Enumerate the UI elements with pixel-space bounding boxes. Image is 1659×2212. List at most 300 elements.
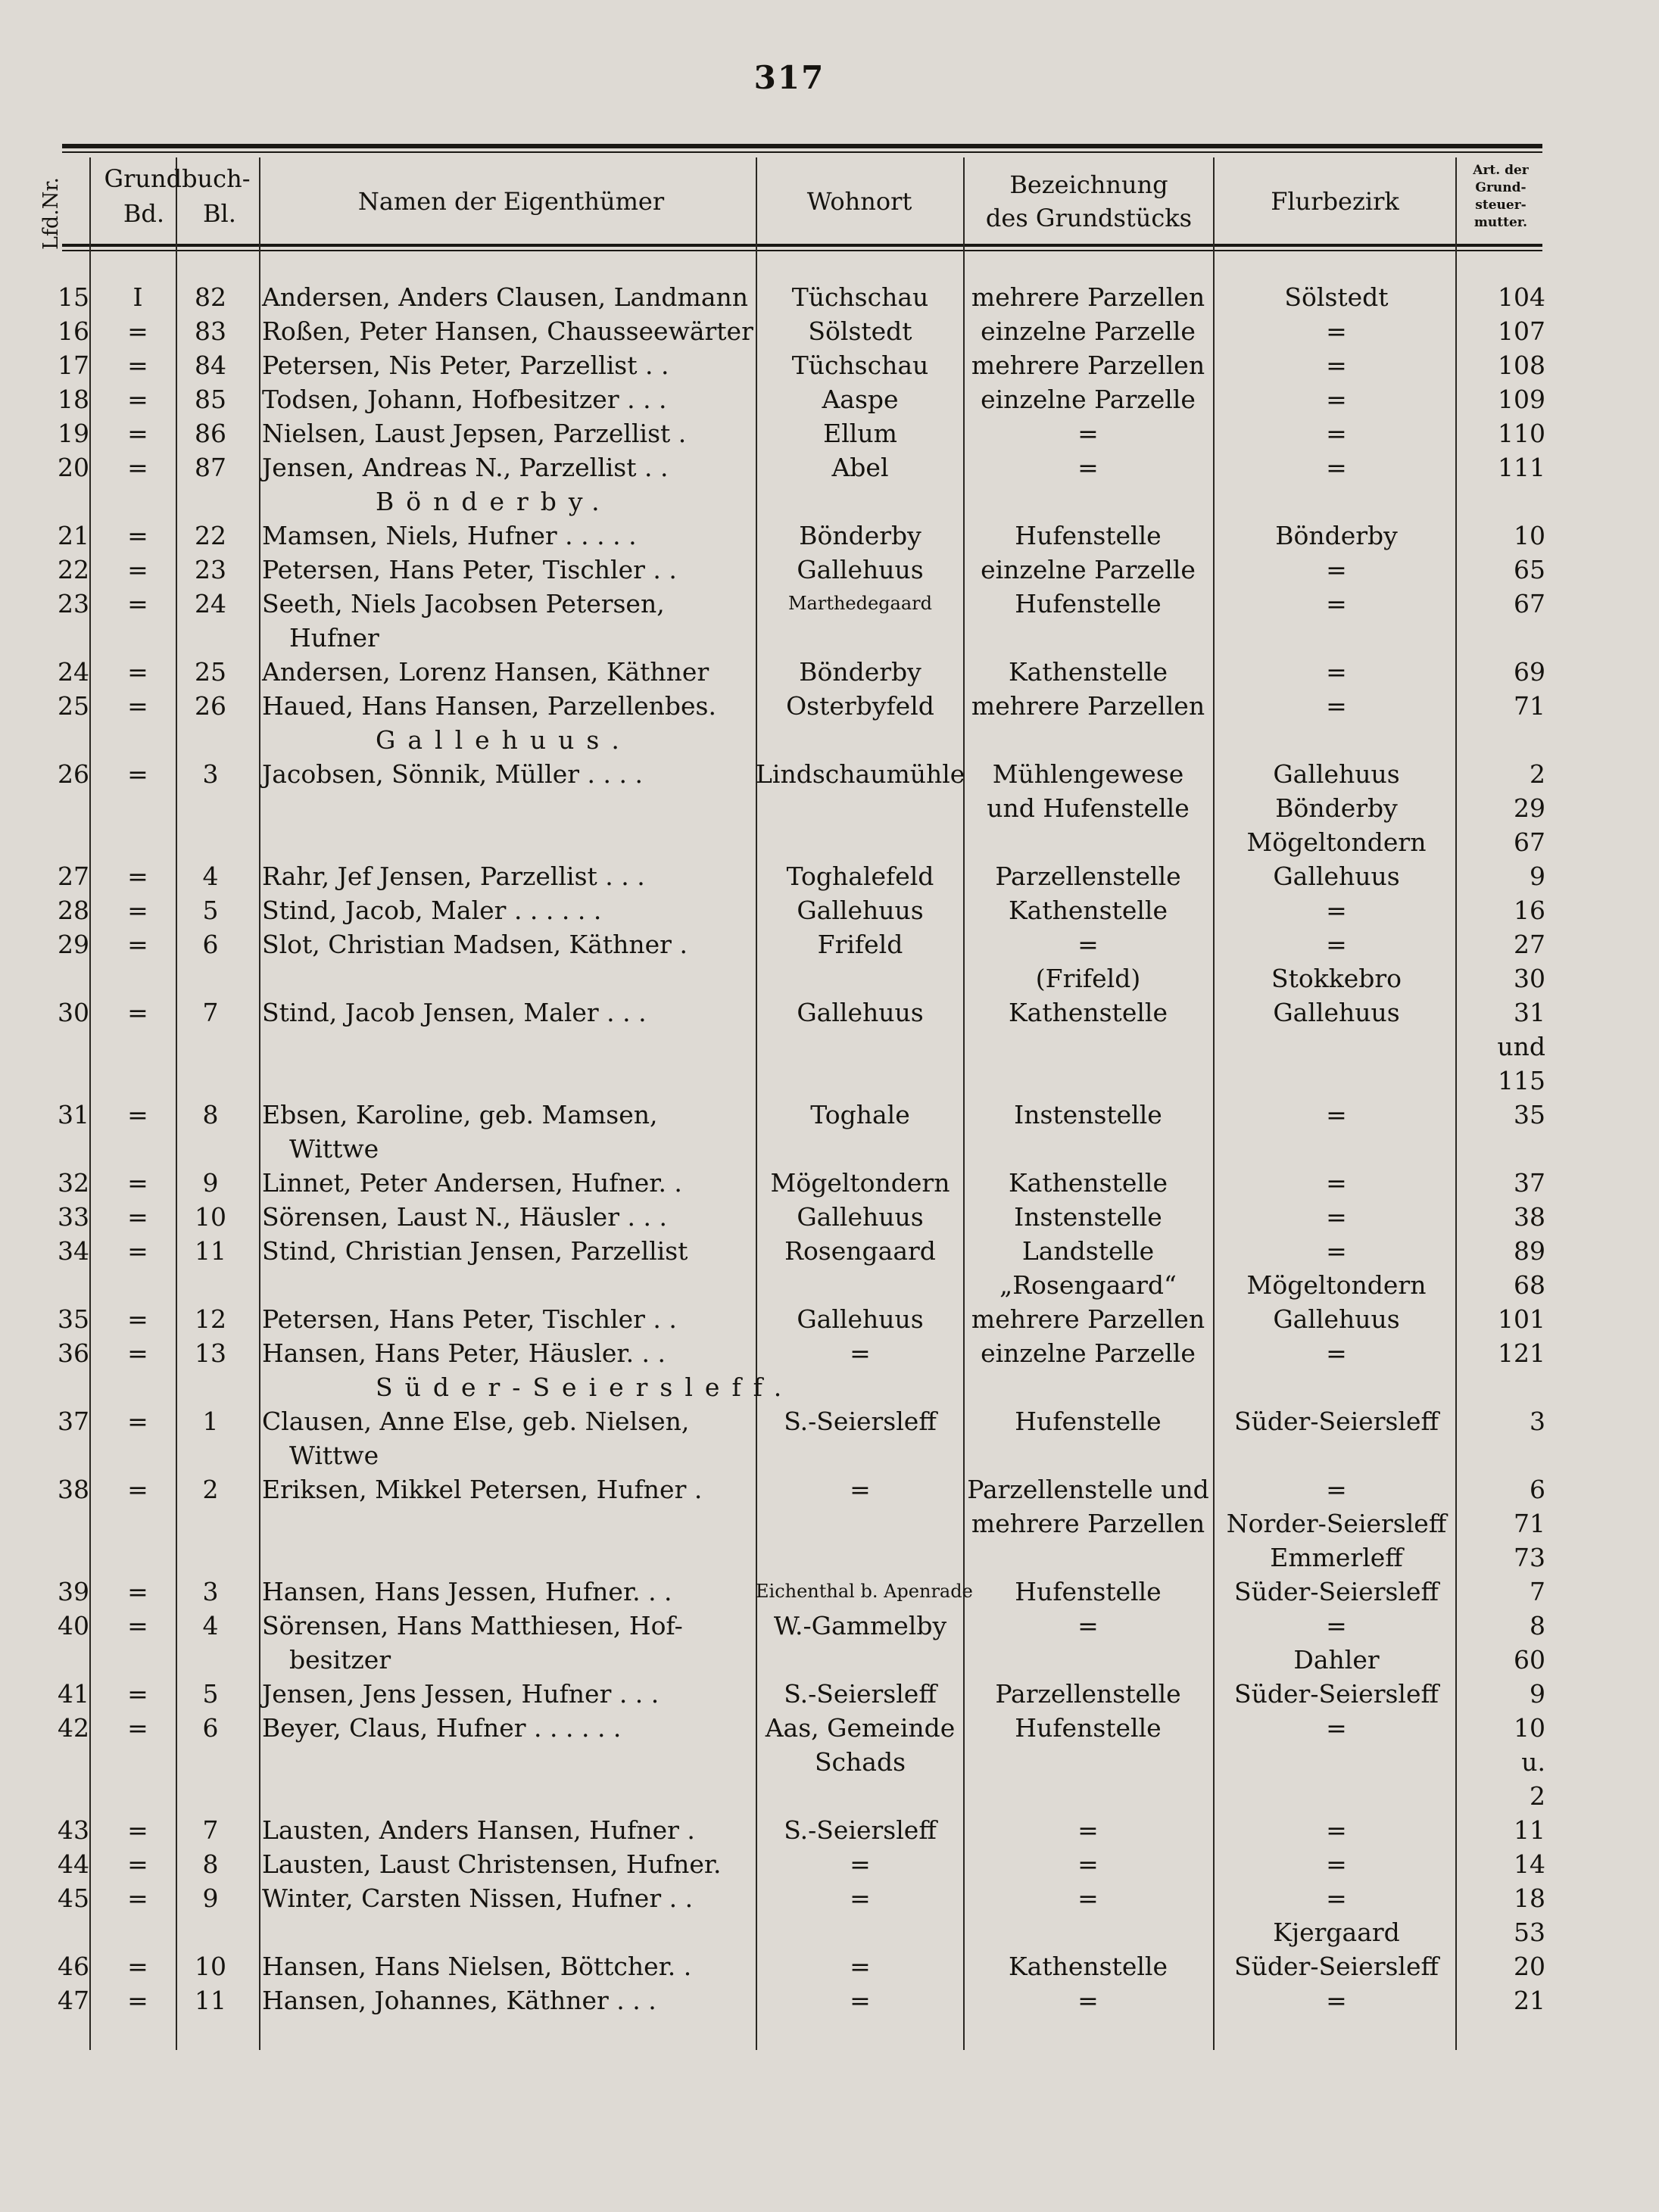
lfd-cell: 46 [58,1952,89,1981]
header-bl: Bl. [203,199,236,228]
table-row [0,1779,1659,1813]
flurbezirk-cell: = [1326,896,1347,925]
wohnort-cell: = [850,1338,871,1368]
table-row [0,757,1659,791]
blatt-cell: 86 [195,419,226,448]
blatt-cell: 26 [195,691,226,721]
wohnort-cell: Gallehuus [797,998,924,1027]
flurbezirk-cell: = [1326,1713,1347,1743]
table-row [0,1302,1659,1336]
wohnort-cell: Osterbyfeld [786,691,934,721]
artikel-cell: 16 [1514,896,1545,925]
flurbezirk-cell: Emmerleff [1270,1543,1403,1572]
table-row [0,553,1659,587]
header-bd: Bd. [123,199,165,228]
table-row [0,1609,1659,1643]
band-cell: = [127,759,148,789]
wohnort-cell: Rosengaard [784,1236,936,1266]
band-cell: = [127,1713,148,1743]
artikel-cell: 29 [1514,793,1545,823]
wohnort-cell: S.-Seiersleff [784,1815,937,1845]
flurbezirk-cell: Bönderby [1275,521,1398,550]
header-bezeichnung-2: des Grundstücks [985,204,1193,232]
band-cell: = [127,385,148,414]
header-lfd-nr: Lfd.Nr. [39,177,63,250]
artikel-cell: 35 [1514,1100,1545,1129]
header-art-line-1: Art. der [1473,163,1529,178]
grundstueck-cell: mehrere Parzellen [971,282,1205,312]
flurbezirk-cell: Kjergaard [1273,1918,1400,1947]
table-row [0,450,1659,484]
lfd-cell: 43 [58,1815,89,1845]
artikel-cell: 18 [1514,1883,1545,1913]
owner-name-cell: Petersen, Hans Peter, Tischler . . [262,555,677,584]
table-row [0,655,1659,689]
table-row [0,1098,1659,1132]
band-cell: = [127,1236,148,1266]
artikel-cell: 67 [1514,827,1545,857]
flurbezirk-cell: Süder-Seiersleff [1234,1407,1439,1436]
section-heading-row [0,1370,1659,1404]
wohnort-cell: Tüchschau [791,282,929,312]
page-number: 317 [753,59,825,96]
owner-name-cell: Hufner [289,623,379,653]
grundstueck-cell: Kathenstelle [1009,998,1168,1027]
owner-name-cell: Nielsen, Laust Jepsen, Parzellist . [262,419,687,448]
band-cell: = [127,930,148,959]
flurbezirk-cell: = [1326,555,1347,584]
table-row [0,1200,1659,1234]
blatt-cell: 24 [195,589,226,618]
grundstueck-cell: (Frifeld) [1035,964,1141,993]
flurbezirk-cell: Süder-Seiersleff [1234,1679,1439,1709]
grundstueck-cell: Kathenstelle [1009,657,1168,687]
flurbezirk-cell: = [1326,1815,1347,1845]
lfd-cell: 39 [58,1577,89,1606]
artikel-cell: 73 [1514,1543,1545,1572]
wohnort-cell: Gallehuus [797,1304,924,1334]
artikel-cell: 60 [1514,1645,1545,1675]
artikel-cell: 27 [1514,930,1545,959]
band-cell: = [127,1815,148,1845]
lfd-cell: 36 [58,1338,89,1368]
artikel-cell: 111 [1498,453,1545,482]
table-row [0,1166,1659,1200]
flurbezirk-cell: = [1326,316,1347,346]
band-cell: = [127,1475,148,1504]
grundstueck-cell: mehrere Parzellen [971,691,1205,721]
grundstueck-cell: Parzellenstelle [995,1679,1181,1709]
flurbezirk-cell: = [1326,1338,1347,1368]
owner-name-cell: Petersen, Hans Peter, Tischler . . [262,1304,677,1334]
blatt-cell: 84 [195,350,226,380]
table-row [0,1575,1659,1609]
table-row [0,1813,1659,1847]
blatt-cell: 82 [195,282,226,312]
owner-name-cell: Eriksen, Mikkel Petersen, Hufner . [262,1475,703,1504]
artikel-cell: 107 [1498,316,1545,346]
table-row [0,416,1659,450]
blatt-cell: 6 [202,930,219,959]
band-cell: = [127,316,148,346]
band-cell: = [127,589,148,618]
flurbezirk-cell: = [1326,385,1347,414]
flurbezirk-cell: = [1326,1100,1347,1129]
owner-name-cell: Hansen, Hans Peter, Häusler. . . [262,1338,666,1368]
artikel-cell: 3 [1530,1407,1545,1436]
blatt-cell: 13 [195,1338,226,1368]
wohnort-cell: = [850,1952,871,1981]
section-heading: Gallehuus. [376,725,631,755]
blatt-cell: 85 [195,385,226,414]
table-row [0,1506,1659,1541]
table-row [0,1677,1659,1711]
section-heading-row [0,723,1659,757]
grundstueck-cell: Hufenstelle [1015,589,1162,618]
lfd-cell: 35 [58,1304,89,1334]
artikel-cell: 20 [1514,1952,1545,1981]
band-cell: = [127,1407,148,1436]
table-row [0,927,1659,961]
lfd-cell: 16 [58,316,89,346]
lfd-cell: 38 [58,1475,89,1504]
table-row [0,1268,1659,1302]
wohnort-cell: Tüchschau [791,350,929,380]
flurbezirk-cell: = [1326,691,1347,721]
lfd-cell: 27 [58,861,89,891]
artikel-cell: 9 [1530,1679,1545,1709]
owner-name-cell: Winter, Carsten Nissen, Hufner . . [262,1883,694,1913]
band-cell: = [127,1100,148,1129]
artikel-cell: 21 [1514,1986,1545,2015]
table-row [0,1234,1659,1268]
band-cell: = [127,453,148,482]
blatt-cell: 25 [195,657,226,687]
artikel-cell: 71 [1514,691,1545,721]
owner-name-cell: Jacobsen, Sönnik, Müller . . . . [262,759,643,789]
table-row [0,587,1659,621]
wohnort-cell: Lindschaumühle [756,759,965,789]
band-cell: = [127,896,148,925]
table-row [0,791,1659,825]
grundstueck-cell: Hufenstelle [1015,1407,1162,1436]
band-cell: = [127,555,148,584]
lfd-cell: 18 [58,385,89,414]
blatt-cell: 1 [202,1407,219,1436]
table-row [0,1915,1659,1949]
owner-name-cell: Clausen, Anne Else, geb. Nielsen, [262,1407,690,1436]
owner-name-cell: Andersen, Lorenz Hansen, Käthner [262,657,709,687]
owner-name-cell: Lausten, Laust Christensen, Hufner. [262,1849,722,1879]
table-row [0,314,1659,348]
owner-name-cell: Mamsen, Niels, Hufner . . . . . [262,521,637,550]
owner-name-cell: Rahr, Jef Jensen, Parzellist . . . [262,861,645,891]
wohnort-cell: Frifeld [817,930,903,959]
band-cell: = [127,1168,148,1198]
flurbezirk-cell: = [1326,419,1347,448]
band-cell: = [127,1986,148,2015]
table-row [0,348,1659,382]
table-row [0,689,1659,723]
lfd-cell: 47 [58,1986,89,2015]
owner-name-cell: Linnet, Peter Andersen, Hufner. . [262,1168,682,1198]
band-cell: = [127,350,148,380]
band-cell: = [127,1952,148,1981]
owner-name-cell: Hansen, Hans Nielsen, Böttcher. . [262,1952,692,1981]
flurbezirk-cell: Dahler [1293,1645,1380,1675]
wohnort-cell: Schads [814,1747,906,1777]
artikel-cell: 69 [1514,657,1545,687]
table-row [0,825,1659,859]
grundstueck-cell: Kathenstelle [1009,896,1168,925]
artikel-cell: 53 [1514,1918,1545,1947]
header-grundbuch: Grundbuch- [104,164,251,193]
flurbezirk-cell: = [1326,1986,1347,2015]
header-art-line-2: Grund- [1475,180,1526,195]
section-heading-row [0,484,1659,519]
band-cell: = [127,521,148,550]
wohnort-cell: Aas, Gemeinde [765,1713,956,1743]
table-row [0,621,1659,655]
grundstueck-cell: Parzellenstelle [995,861,1181,891]
header-wohnort: Wohnort [806,187,912,216]
grundstueck-cell: einzelne Parzelle [981,316,1196,346]
header-flurbezirk: Flurbezirk [1271,187,1399,216]
lfd-cell: 31 [58,1100,89,1129]
lfd-cell: 40 [58,1611,89,1640]
grundstueck-cell: = [1077,1986,1099,2015]
lfd-cell: 20 [58,453,89,482]
grundstueck-cell: „Rosengaard“ [999,1270,1177,1300]
owner-name-cell: Andersen, Anders Clausen, Landmann [262,282,749,312]
header-art [1457,162,1545,232]
section-heading: Süder-Seiersleff. [376,1372,794,1402]
lfd-cell: 19 [58,419,89,448]
owner-name-cell: Stind, Jacob Jensen, Maler . . . [262,998,647,1027]
header-art-line-4: mutter. [1473,215,1528,230]
artikel-cell: 121 [1498,1338,1545,1368]
artikel-cell: 8 [1530,1611,1545,1640]
band-cell: = [127,1338,148,1368]
table-row [0,1030,1659,1064]
blatt-cell: 3 [202,759,219,789]
table-row [0,961,1659,995]
flurbezirk-cell: = [1326,657,1347,687]
wohnort-cell: Ellum [823,419,897,448]
flurbezirk-cell: = [1326,453,1347,482]
table-row [0,1064,1659,1098]
wohnort-cell: Aaspe [822,385,899,414]
owner-name-cell: Petersen, Nis Peter, Parzellist . . [262,350,669,380]
wohnort-cell: Bönderby [799,657,921,687]
artikel-cell: 2 [1530,1781,1545,1811]
blatt-cell: 7 [202,998,219,1027]
artikel-cell: und [1497,1032,1545,1061]
band-cell: = [127,419,148,448]
flurbezirk-cell: Mögeltondern [1246,1270,1427,1300]
grundstueck-cell: = [1077,419,1099,448]
flurbezirk-cell: Mögeltondern [1246,827,1427,857]
artikel-cell: 6 [1530,1475,1545,1504]
header-split-line [176,198,177,244]
lfd-cell: 25 [58,691,89,721]
artikel-cell: 101 [1498,1304,1545,1334]
grundstueck-cell: mehrere Parzellen [971,350,1205,380]
blatt-cell: 5 [202,896,219,925]
grundstueck-cell: = [1077,1849,1099,1879]
owner-name-cell: Wittwe [289,1134,379,1164]
artikel-cell: 115 [1498,1066,1545,1095]
table-row [0,280,1659,314]
lfd-cell: 15 [58,282,89,312]
band-cell: = [127,691,148,721]
table-row [0,1711,1659,1745]
flurbezirk-cell: = [1326,589,1347,618]
table-row [0,995,1659,1030]
grundstueck-cell: Instenstelle [1014,1100,1162,1129]
table-row [0,859,1659,893]
grundstueck-cell: einzelne Parzelle [981,555,1196,584]
lfd-cell: 45 [58,1883,89,1913]
artikel-cell: 104 [1498,282,1545,312]
band-cell: = [127,1883,148,1913]
lfd-cell: 28 [58,896,89,925]
blatt-cell: 2 [202,1475,219,1504]
flurbezirk-cell: = [1326,1849,1347,1879]
table-row [0,1472,1659,1506]
owner-name-cell: Wittwe [289,1441,379,1470]
table-row [0,1541,1659,1575]
top-rule-thin [62,151,1542,153]
grundstueck-cell: = [1077,453,1099,482]
lfd-cell: 24 [58,657,89,687]
lfd-cell: 30 [58,998,89,1027]
blatt-cell: 22 [195,521,226,550]
artikel-cell: 30 [1514,964,1545,993]
band-cell: = [127,861,148,891]
lfd-cell: 32 [58,1168,89,1198]
header-art-line-3: steuer- [1475,198,1526,213]
lfd-cell: 41 [58,1679,89,1709]
owner-name-cell: Todsen, Johann, Hofbesitzer . . . [262,385,667,414]
wohnort-cell: = [850,1849,871,1879]
grundstueck-cell: einzelne Parzelle [981,385,1196,414]
owner-name-cell: Roßen, Peter Hansen, Chausseewärter [262,316,753,346]
artikel-cell: 65 [1514,555,1545,584]
owner-name-cell: Seeth, Niels Jacobsen Petersen, [262,589,665,618]
grundstueck-cell: Hufenstelle [1015,1577,1162,1606]
lfd-cell: 17 [58,350,89,380]
artikel-cell: 68 [1514,1270,1545,1300]
table-row [0,1881,1659,1915]
owner-name-cell: Stind, Christian Jensen, Parzellist [262,1236,688,1266]
artikel-cell: 38 [1514,1202,1545,1232]
grundstueck-cell: Kathenstelle [1009,1952,1168,1981]
wohnort-cell: Abel [831,453,889,482]
owner-name-cell: Haued, Hans Hansen, Parzellenbes. [262,691,716,721]
blatt-cell: 12 [195,1304,226,1334]
band-cell: = [127,657,148,687]
owner-name-cell: Stind, Jacob, Maler . . . . . . [262,896,602,925]
table-row [0,519,1659,553]
flurbezirk-cell: = [1326,930,1347,959]
wohnort-cell: = [850,1883,871,1913]
table-row [0,1949,1659,1983]
artikel-cell: 10 [1514,521,1545,550]
artikel-cell: 11 [1514,1815,1545,1845]
artikel-cell: 9 [1530,861,1545,891]
wohnort-cell: = [850,1475,871,1504]
flurbezirk-cell: Bönderby [1275,793,1398,823]
grundstueck-cell: = [1077,1883,1099,1913]
band-cell: = [127,1304,148,1334]
owner-name-cell: Slot, Christian Madsen, Käthner . [262,930,688,959]
flurbezirk-cell: Gallehuus [1273,998,1400,1027]
table-row [0,1404,1659,1438]
wohnort-cell: S.-Seiersleff [784,1679,937,1709]
header-rule-thin [62,250,1542,251]
owner-name-cell: Hansen, Hans Jessen, Hufner. . . [262,1577,672,1606]
artikel-cell: 71 [1514,1509,1545,1538]
band-cell: = [127,1202,148,1232]
blatt-cell: 5 [202,1679,219,1709]
blatt-cell: 10 [195,1202,226,1232]
owner-name-cell: Beyer, Claus, Hufner . . . . . . [262,1713,622,1743]
blatt-cell: 9 [202,1883,219,1913]
owner-name-cell: Hansen, Johannes, Käthner . . . [262,1986,656,2015]
flurbezirk-cell: Gallehuus [1273,861,1400,891]
lfd-cell: 33 [58,1202,89,1232]
artikel-cell: 109 [1498,385,1545,414]
artikel-cell: 10 [1514,1713,1545,1743]
grundstueck-cell: Hufenstelle [1015,521,1162,550]
grundstueck-cell: Hufenstelle [1015,1713,1162,1743]
blatt-cell: 4 [202,1611,219,1640]
grundstueck-cell: einzelne Parzelle [981,1338,1196,1368]
blatt-cell: 11 [195,1986,226,2015]
top-rule [62,144,1542,148]
header-namen: Namen der Eigenthümer [357,187,665,216]
blatt-cell: 4 [202,861,219,891]
flurbezirk-cell: = [1326,1202,1347,1232]
grundstueck-cell: = [1077,930,1099,959]
table-row [0,1132,1659,1166]
blatt-cell: 83 [195,316,226,346]
artikel-cell: 7 [1530,1577,1545,1606]
grundstueck-cell: Landstelle [1021,1236,1155,1266]
blatt-cell: 9 [202,1168,219,1198]
blatt-cell: 8 [202,1849,219,1879]
table-row [0,1745,1659,1779]
flurbezirk-cell: = [1326,350,1347,380]
owner-name-cell: Sörensen, Laust N., Häusler . . . [262,1202,667,1232]
blatt-cell: 8 [202,1100,219,1129]
grundstueck-cell: = [1077,1815,1099,1845]
flurbezirk-cell: Süder-Seiersleff [1234,1952,1439,1981]
grundstueck-cell: Parzellenstelle und [967,1475,1209,1504]
flurbezirk-cell: = [1326,1883,1347,1913]
artikel-cell: 89 [1514,1236,1545,1266]
owner-name-cell: Lausten, Anders Hansen, Hufner . [262,1815,695,1845]
flurbezirk-cell: Stokkebro [1271,964,1402,993]
blatt-cell: 11 [195,1236,226,1266]
wohnort-cell: Eichenthal b. Apenrade [756,1581,973,1602]
grundstueck-cell: mehrere Parzellen [971,1304,1205,1334]
band-cell: = [127,1849,148,1879]
lfd-cell: 44 [58,1849,89,1879]
artikel-cell: 110 [1498,419,1545,448]
flurbezirk-cell: = [1326,1168,1347,1198]
